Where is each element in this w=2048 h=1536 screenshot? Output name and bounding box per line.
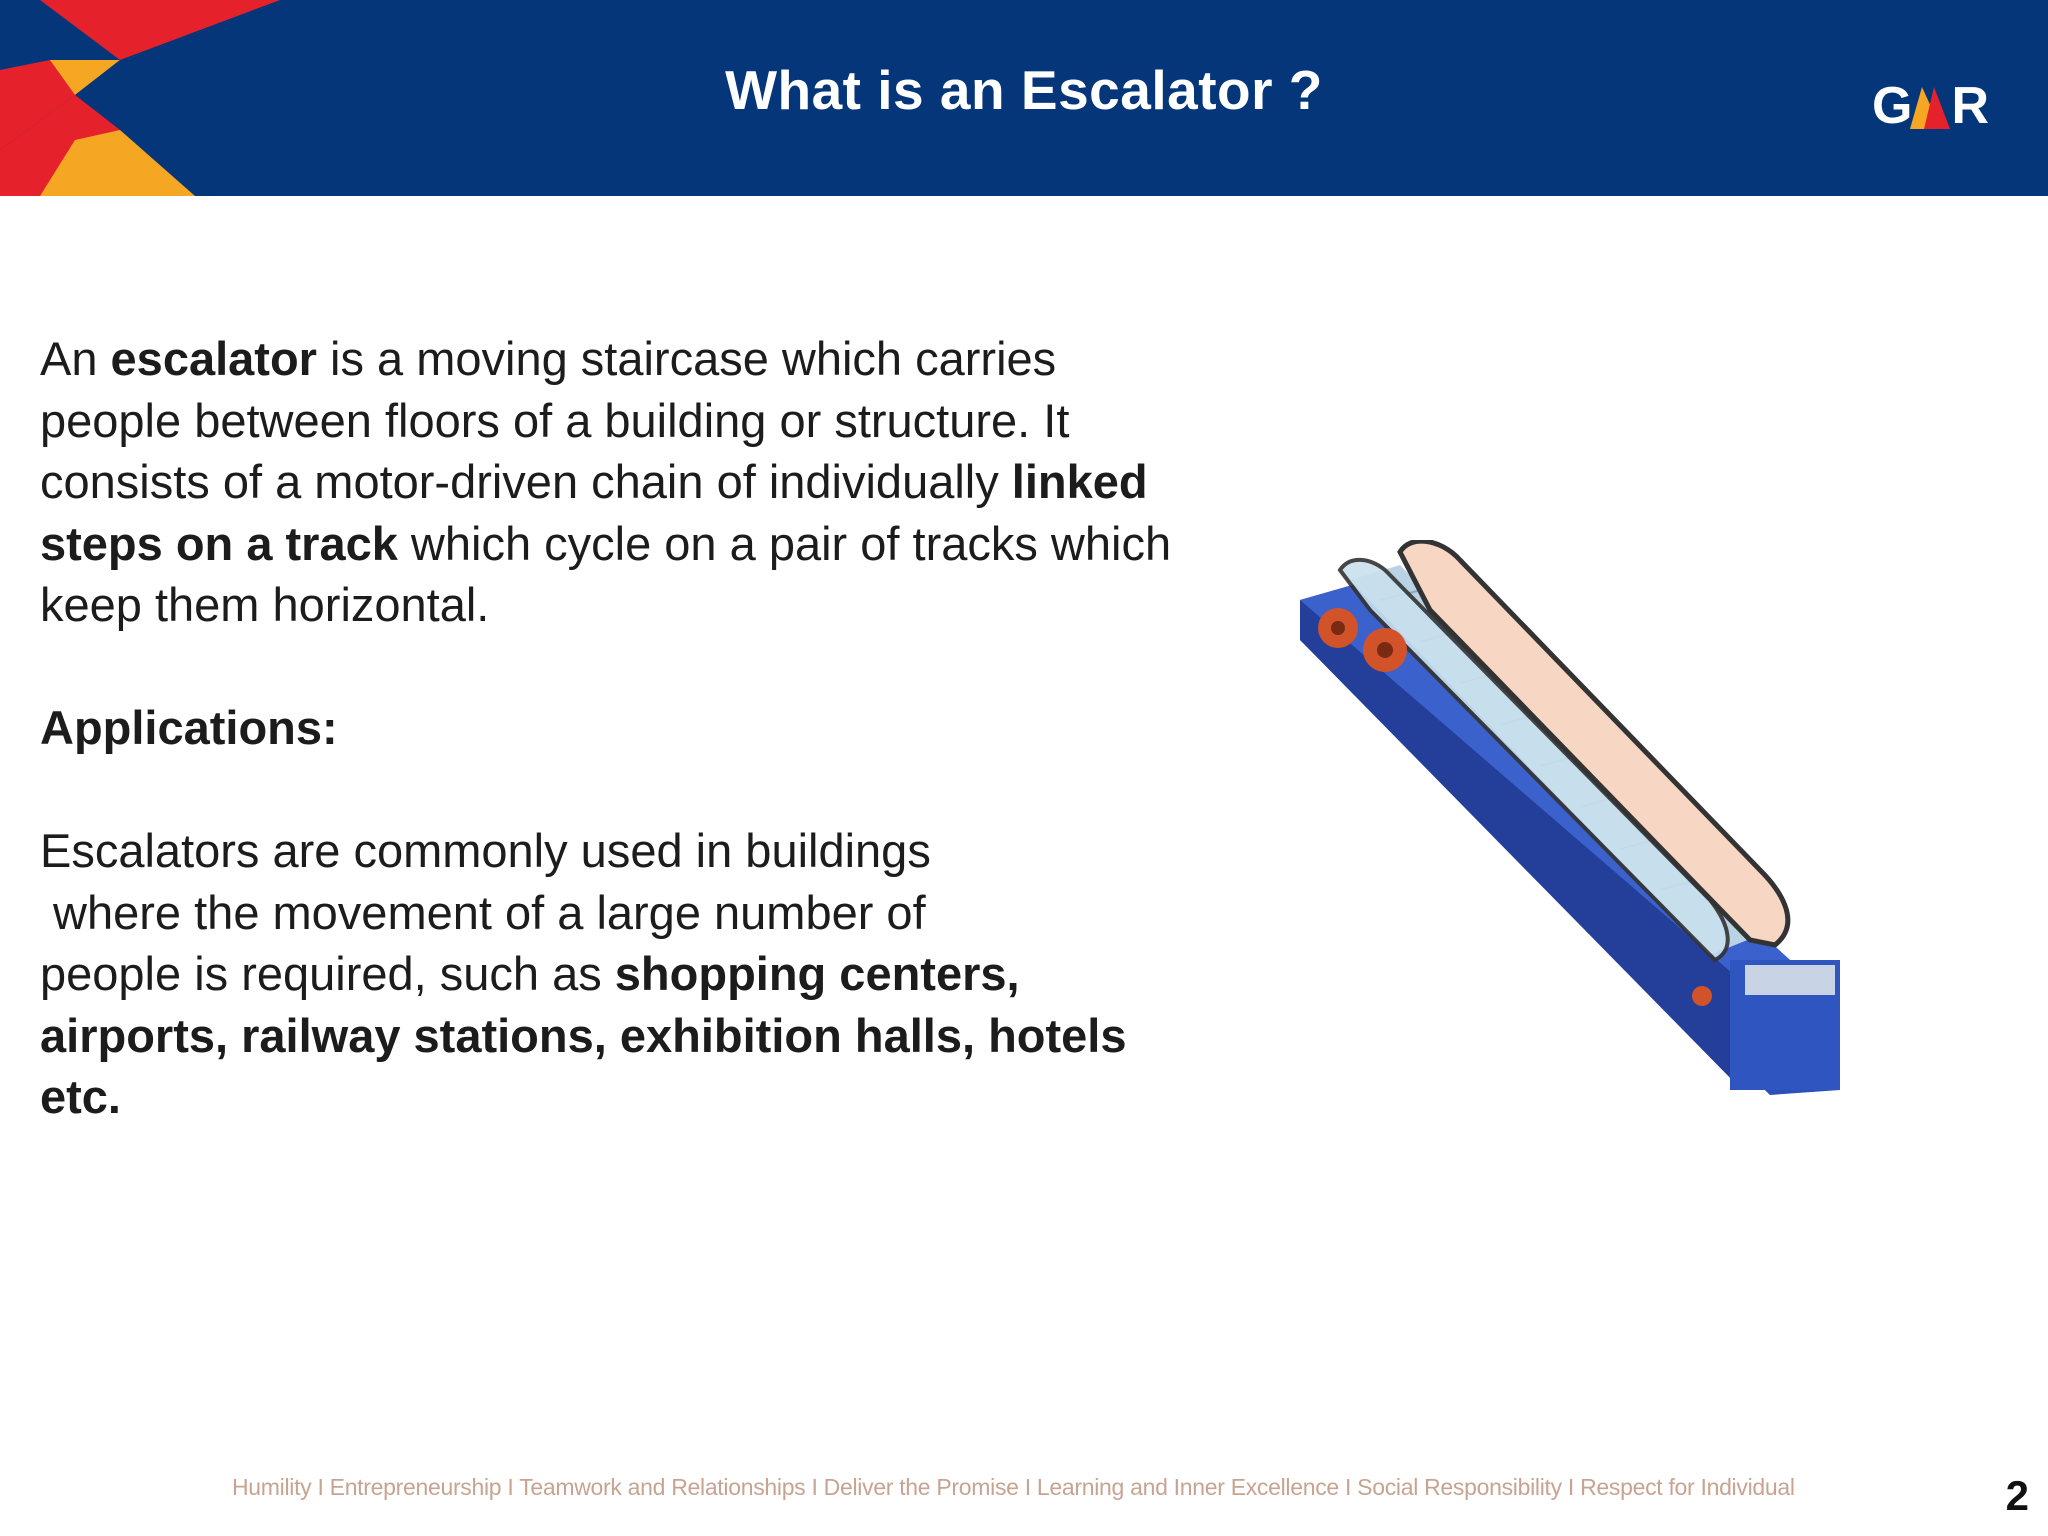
heading-text: Applications:: [40, 701, 338, 754]
text-run: which cycle on a pair of tracks which keep them horizontal.: [40, 516, 1172, 631]
escalator-illustration: [1290, 540, 1890, 1100]
slide-body: [40, 328, 1190, 1128]
text-run: Escalators are commonly used in buildings: [40, 824, 931, 877]
applications-paragraph: [40, 820, 1190, 1128]
logo-letter-left: G: [1872, 77, 1910, 135]
text-run: is a moving staircase which carries people between floors of a building or structure. It consists of a motor-driven chain of individually: [40, 332, 1070, 508]
text-run: where the movement of a large number of: [40, 885, 926, 939]
text-run: people is required, such as: [40, 947, 615, 1000]
logo-letter-right: R: [1951, 77, 1987, 135]
applications-heading: [40, 697, 1190, 759]
bold-term: escalator: [110, 332, 317, 385]
text-run: An: [40, 332, 111, 385]
slide-title: What is an Escalator ?: [725, 59, 1323, 121]
gmr-logo: [1872, 76, 1986, 136]
logo-m-icon: [1910, 83, 1950, 129]
company-values-footer: Humility I Entrepreneurship I Teamwork and Relationships I Deliver the Promise I Learning and Inner Excellence I Social Responsibility I Respect for Individual: [232, 1474, 1795, 1500]
bold-term: linked steps on a track: [40, 455, 1148, 570]
page-number: 2: [2005, 1472, 2029, 1519]
header-bar: [0, 0, 2048, 196]
definition-paragraph: [40, 328, 1190, 636]
bold-examples: shopping centers, airports, railway stations, exhibition halls, hotels etc.: [40, 947, 1127, 1123]
